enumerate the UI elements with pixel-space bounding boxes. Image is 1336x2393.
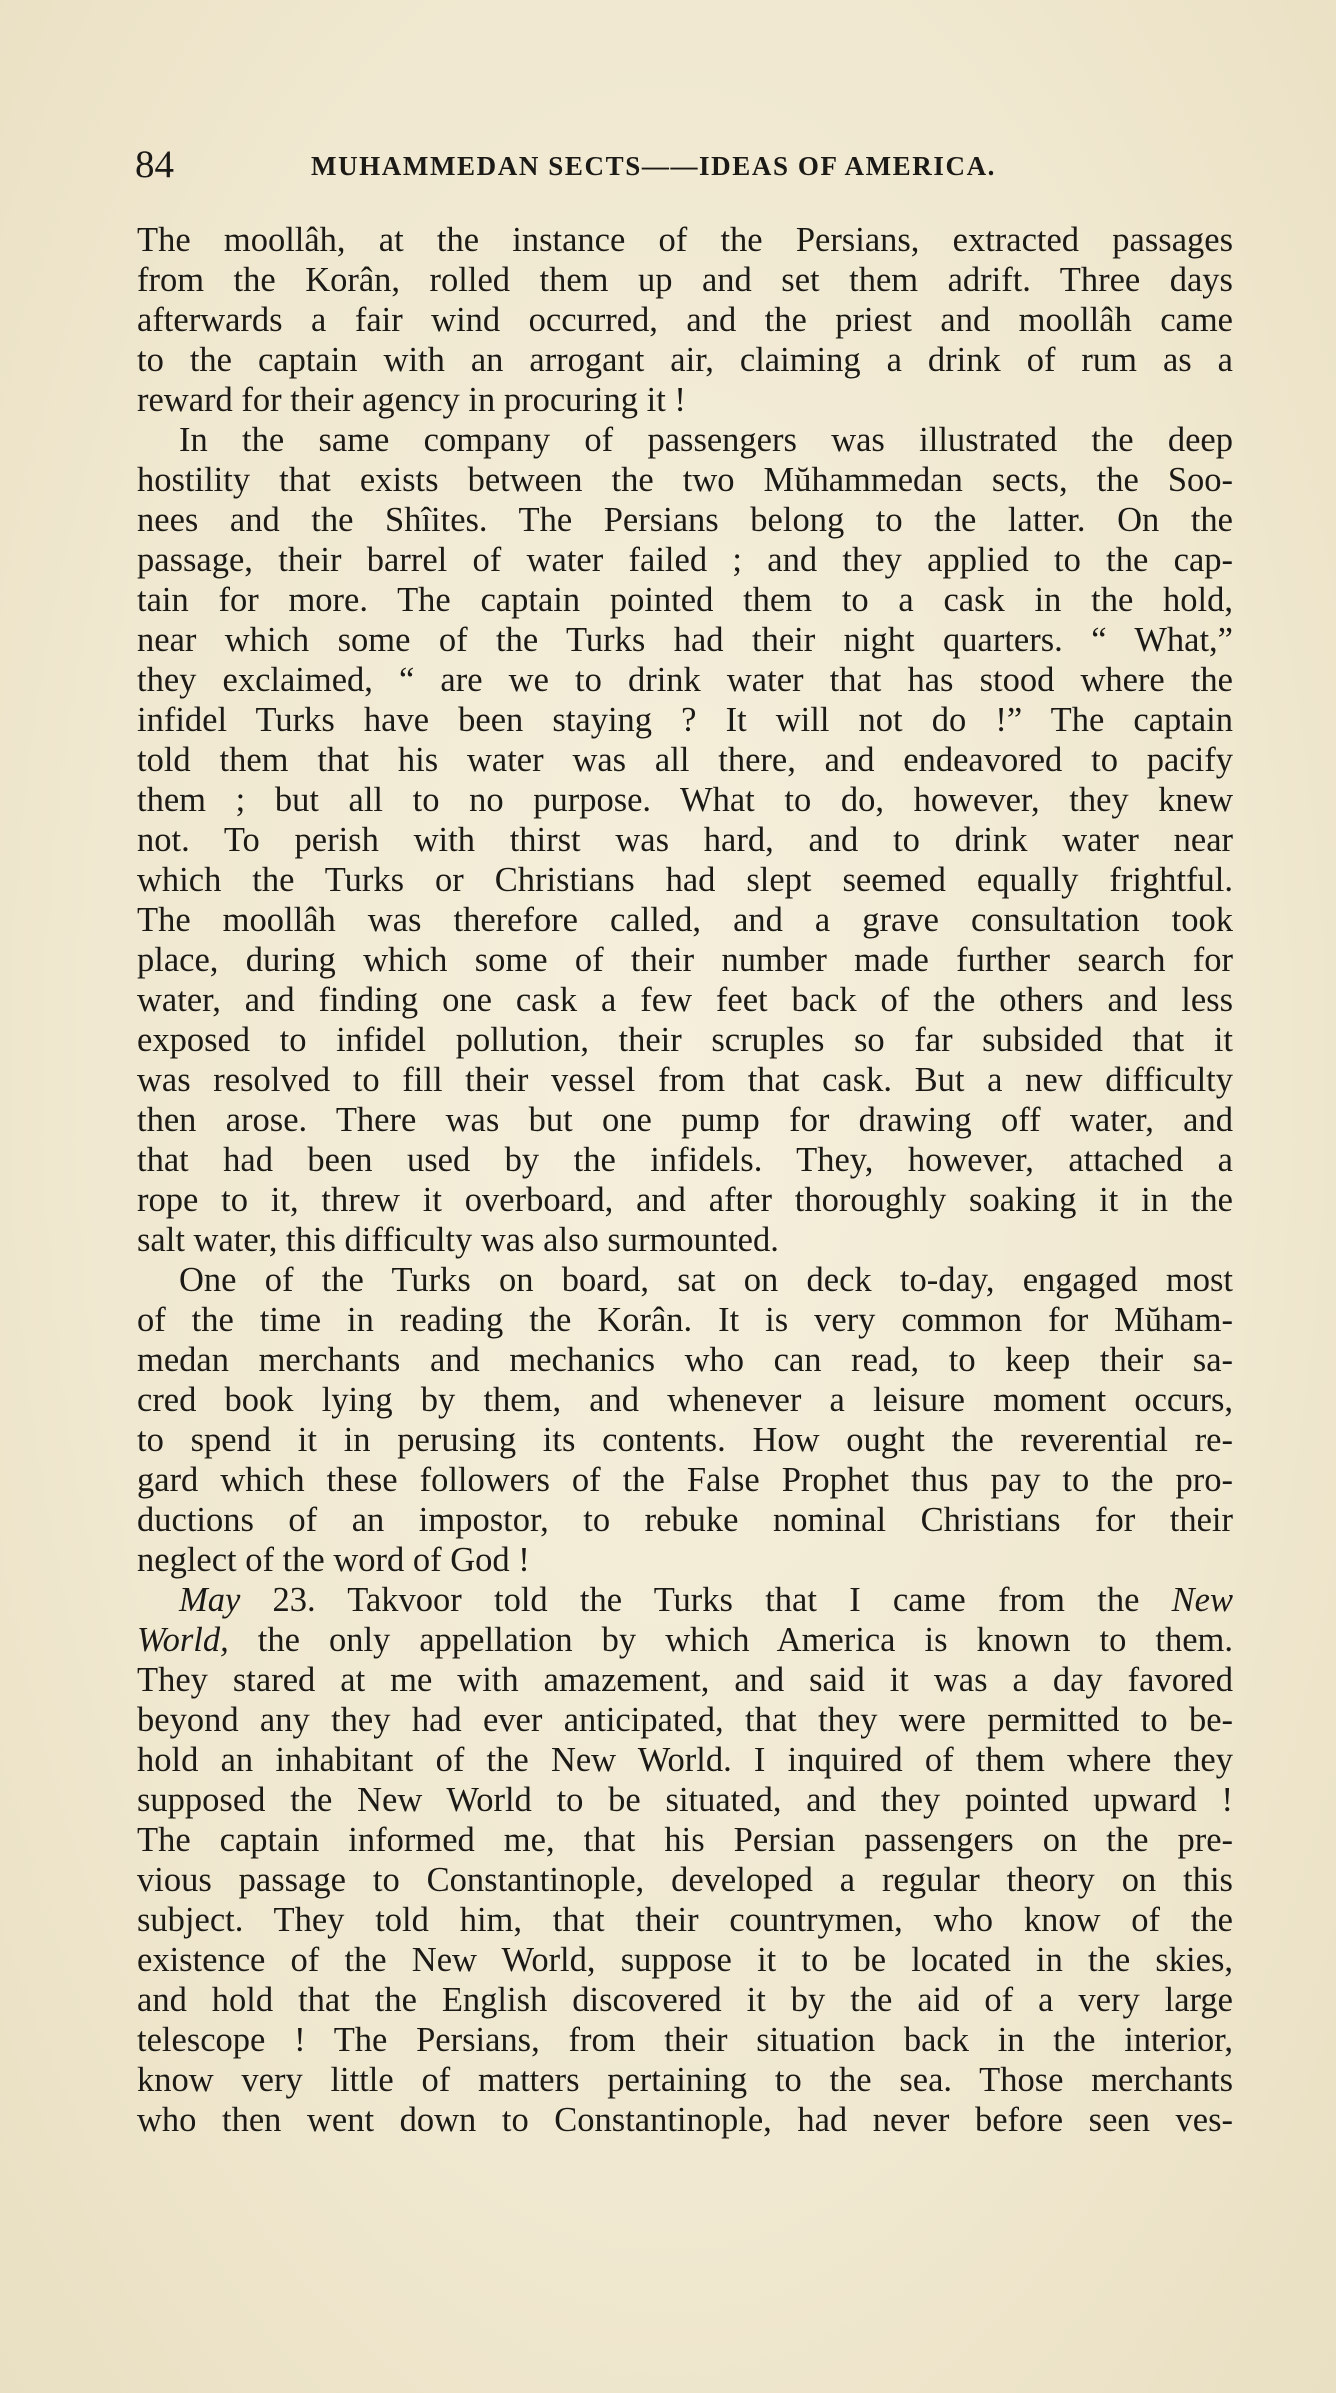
- text-line: rope to it, threw it overboard, and after thoroughly soaking it in the: [137, 1181, 1233, 1219]
- text-line-dated: [137, 1580, 1233, 1620]
- text-span: 23. Takvoor told the Turks that I came from the: [240, 1581, 1172, 1619]
- text-line: [137, 1620, 1233, 1660]
- text-line: they exclaimed, “ are we to drink water that has stood where the: [137, 661, 1233, 699]
- text-line: hostility that exists between the two Mŭhammedan sects, the Soo-: [137, 461, 1233, 499]
- text-line: vious passage to Constantinople, developed a regular theory on this: [137, 1861, 1233, 1899]
- italic-term: New: [1171, 1581, 1233, 1619]
- text-line: telescope ! The Persians, from their situation back in the interior,: [137, 2021, 1233, 2059]
- text-line: which the Turks or Christians had slept seemed equally frightful.: [137, 861, 1233, 899]
- text-line: that had been used by the infidels. They, however, attached a: [137, 1141, 1233, 1179]
- text-line: then arose. There was but one pump for drawing off water, and: [137, 1101, 1233, 1139]
- text-line: subject. They told him, that their countrymen, who know of the: [137, 1901, 1233, 1939]
- text-line: gard which these followers of the False Prophet thus pay to the pro-: [137, 1461, 1233, 1499]
- text-line: of the time in reading the Korân. It is very common for Mŭham-: [137, 1301, 1233, 1339]
- text-line: to the captain with an arrogant air, claiming a drink of rum as a: [137, 341, 1233, 379]
- text-line: neglect of the word of God !: [137, 1541, 530, 1579]
- text-line: place, during which some of their number made further search for: [137, 941, 1233, 979]
- text-line: them ; but all to no purpose. What to do, however, they knew: [137, 781, 1233, 819]
- text-line: told them that his water was all there, and endeavored to pacify: [137, 741, 1233, 779]
- text-line: not. To perish with thirst was hard, and to drink water near: [137, 821, 1233, 859]
- text-line: The moollâh, at the instance of the Persians, extracted passages: [137, 221, 1233, 259]
- page-body-text: [137, 220, 1233, 2140]
- text-line: water, and finding one cask a few feet back of the others and less: [137, 981, 1233, 1019]
- text-line: medan merchants and mechanics who can read, to keep their sa-: [137, 1341, 1233, 1379]
- text-line: know very little of matters pertaining to the sea. Those merchants: [137, 2061, 1233, 2099]
- running-head: MUHAMMEDAN SECTS——IDEAS OF AMERICA.: [311, 151, 997, 181]
- text-line: from the Korân, rolled them up and set them adrift. Three days: [137, 261, 1233, 299]
- text-line: who then went down to Constantinople, had never before seen ves-: [137, 2101, 1233, 2139]
- text-line: The moollâh was therefore called, and a grave consultation took: [137, 901, 1233, 939]
- text-line: tain for more. The captain pointed them to a cask in the hold,: [137, 581, 1233, 619]
- text-line: salt water, this difficulty was also surmounted.: [137, 1221, 779, 1259]
- text-line: was resolved to fill their vessel from that cask. But a new difficulty: [137, 1061, 1233, 1099]
- text-line: infidel Turks have been staying ? It will not do !” The captain: [137, 701, 1233, 739]
- text-line: The captain informed me, that his Persian passengers on the pre-: [137, 1821, 1233, 1859]
- text-line: reward for their agency in procuring it !: [137, 381, 686, 419]
- text-line: beyond any they had ever anticipated, that they were permitted to be-: [137, 1701, 1233, 1739]
- text-line: existence of the New World, suppose it to be located in the skies,: [137, 1941, 1233, 1979]
- text-line: In the same company of passengers was illustrated the deep: [179, 421, 1233, 459]
- text-line: passage, their barrel of water failed ; and they applied to the cap-: [137, 541, 1233, 579]
- entry-date-month: May: [179, 1581, 241, 1619]
- text-line: and hold that the English discovered it by the aid of a very large: [137, 1981, 1233, 2019]
- text-line: One of the Turks on board, sat on deck to-day, engaged most: [179, 1261, 1233, 1299]
- text-line: cred book lying by them, and whenever a leisure moment occurs,: [137, 1381, 1233, 1419]
- text-line: nees and the Shîites. The Persians belong to the latter. On the: [137, 501, 1233, 539]
- text-line: supposed the New World to be situated, and they pointed upward !: [137, 1781, 1233, 1819]
- italic-term: World,: [137, 1621, 229, 1659]
- text-span: the only appellation by which America is known to them.: [228, 1621, 1233, 1659]
- page-header: [135, 142, 1235, 188]
- page-number: 84: [135, 143, 174, 186]
- text-line: afterwards a fair wind occurred, and the priest and moollâh came: [137, 301, 1233, 339]
- text-line: hold an inhabitant of the New World. I inquired of them where they: [137, 1741, 1233, 1779]
- text-line: exposed to infidel pollution, their scruples so far subsided that it: [137, 1021, 1233, 1059]
- text-line: near which some of the Turks had their night quarters. “ What,”: [137, 621, 1233, 659]
- text-line: to spend it in perusing its contents. How ought the reverential re-: [137, 1421, 1233, 1459]
- text-line: ductions of an impostor, to rebuke nominal Christians for their: [137, 1501, 1233, 1539]
- text-line: They stared at me with amazement, and said it was a day favored: [137, 1661, 1233, 1699]
